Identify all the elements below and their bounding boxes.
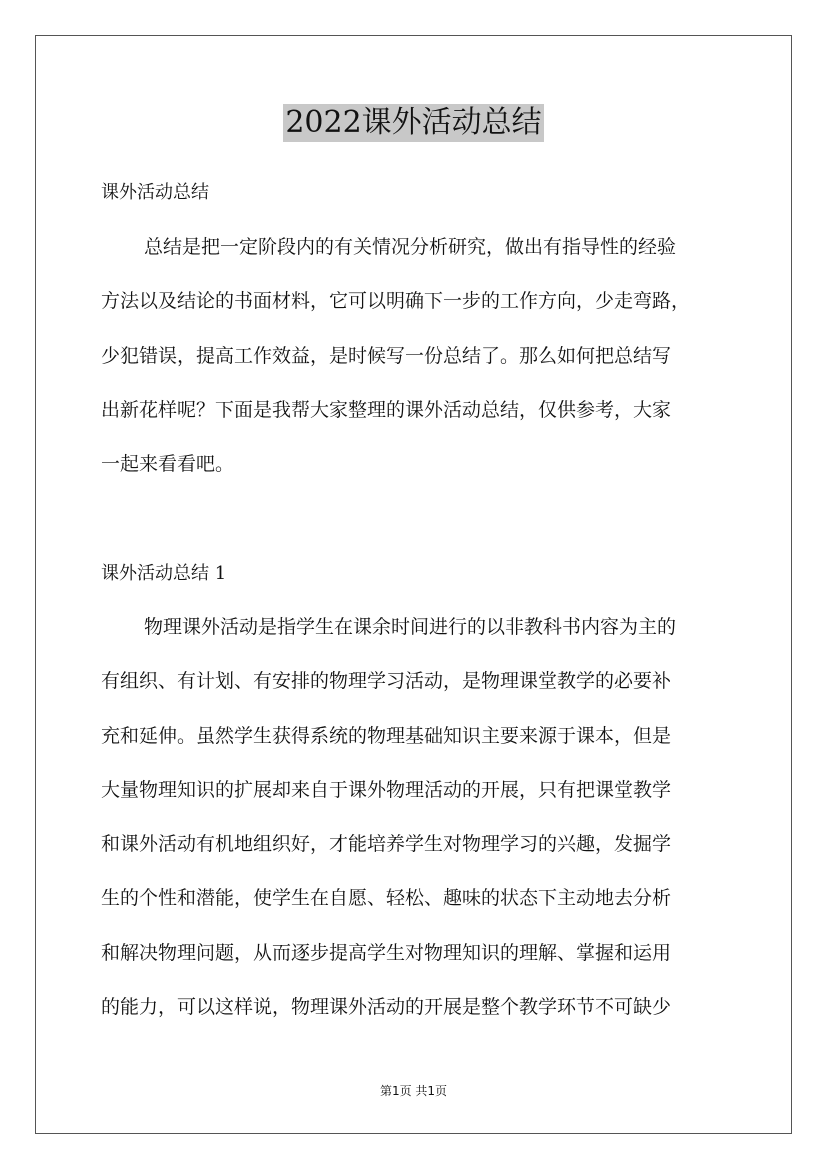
document-title: 2022课外活动总结 — [285, 105, 542, 140]
paragraph-line: 总结是把一定阶段内的有关情况分析研究，做出有指导性的经验 — [144, 236, 677, 258]
paragraph-line: 和课外活动有机地组织好，才能培养学生对物理学习的兴趣，发掘学 — [101, 833, 672, 856]
intro-paragraph — [101, 220, 731, 491]
paragraph-line: 有组织、有计划、有安排的物理学习活动，是物理课堂教学的必要补 — [101, 670, 672, 693]
page-number: 第1页 共1页 — [379, 1084, 448, 1098]
paragraph-line: 少犯错误，提高工作效益，是时候写一份总结了。那么如何把总结写 — [101, 344, 672, 367]
section-heading-intro: 课外活动总结 — [101, 182, 209, 203]
title-container — [0, 104, 827, 142]
paragraph-line: 一起来看看吧。 — [101, 453, 235, 476]
paragraph-line: 生的个性和潜能，使学生在自愿、轻松、趣味的状态下主动地去分析 — [101, 887, 672, 910]
paragraph-line: 充和延伸。虽然学生获得系统的物理基础知识主要来源于课本，但是 — [101, 724, 672, 747]
paragraph-line: 大量物理知识的扩展却来自于课外物理活动的开展，只有把课堂教学 — [101, 778, 672, 801]
section-heading-1: 课外活动总结 1 — [101, 563, 227, 584]
paragraph-line: 出新花样呢？下面是我帮大家整理的课外活动总结，仅供参考，大家 — [101, 398, 672, 421]
paragraph-line: 方法以及结论的书面材料，它可以明确下一步的工作方向，少走弯路， — [101, 290, 691, 313]
paragraph-line: 物理课外活动是指学生在课余时间进行的以非教科书内容为主的 — [144, 616, 677, 638]
paragraph-line: 的能力，可以这样说，物理课外活动的开展是整个教学环节不可缺少 — [101, 996, 672, 1019]
paragraph-line: 和解决物理问题，从而逐步提高学生对物理知识的理解、掌握和运用 — [101, 941, 672, 964]
section-1-paragraph — [101, 600, 731, 1034]
page-footer — [0, 1083, 827, 1099]
